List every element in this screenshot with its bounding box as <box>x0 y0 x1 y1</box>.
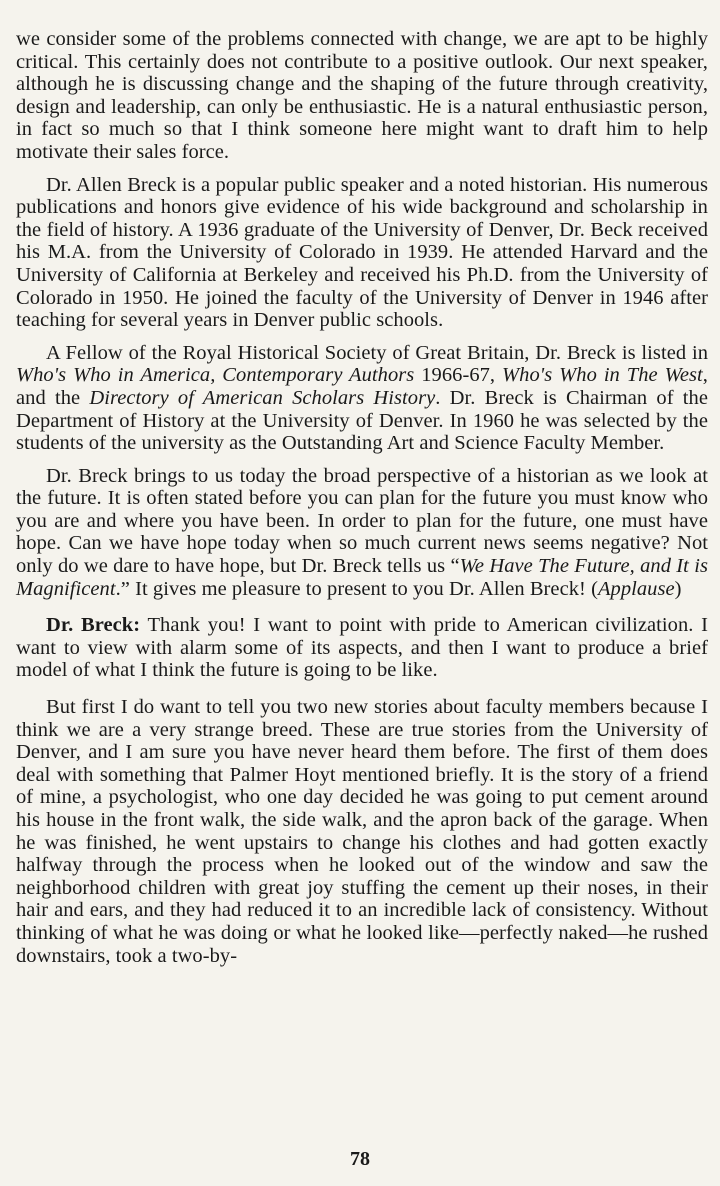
text-run: A Fellow of the Royal Historical Society of Great Britain, Dr. Breck is listed in <box>46 341 708 364</box>
text-run: . Dr. Breck is Chairman of the Department of History at the University of Denver. In 1960 he was selected by the students of the university as the Outstanding Art and Science Faculty Member. <box>16 386 708 455</box>
paragraph-speech-opening <box>16 614 708 682</box>
text-run: 1966-67, <box>414 364 503 387</box>
paragraph-fellowship <box>16 342 708 455</box>
paragraph-faculty-story: But first I do want to tell you two new stories about faculty members because I think we are a very strange breed. These are true stories from the University of Denver, and I am sure you have never heard them before. The first of them does deal with something that Palmer Hoyt mentioned briefly. It is the story of a friend of mine, a psychologist, who one day decided he was going to put cement around his house in the front walk, the side walk, and the apron back of the garage. When he was finished, he went upstairs to change his clothes and had gotten exactly halfway through the process when he looked out of the window and saw the neighborhood children with great joy stuffing the cement up their noses, in their hair and ears, and they had reduced it to an incredible lack of consistency. Without thinking of what he was doing or what he looked like—perfectly naked—he rushed downstairs, took a two-by- <box>16 696 708 967</box>
publication-title: Directory of American Scholars History <box>89 386 436 409</box>
publication-title: Who's Who in The West <box>502 364 703 387</box>
paragraph-speaker-bio: Dr. Allen Breck is a popular public speaker and a noted historian. His numerous publications and honors give evidence of his wide background and scholarship in the field of history. A 1936 graduate of the University of Denver, Dr. Beck received his M.A. from the University of Colorado in 1939. He attended Harvard and the University of California at Berkeley and received his Ph.D. from the University of Colorado in 1950. He joined the faculty of the University of Denver in 1946 after teaching for several years in Denver public schools. <box>16 173 708 332</box>
text-run: Dr. Breck brings to us today the broad perspective of a historian as we look at the future. It is often stated before you can plan for the future you must know who you are and where you have been. In order to plan for the future, one must have hope. Can we have hope today when so much current news seems negative? Not only do we dare to have hope, but Dr. Breck tells us “ <box>16 464 708 578</box>
page-number: 78 <box>350 1148 370 1170</box>
speech-title: We Have The Future, and It is Magnificent <box>16 555 709 600</box>
paragraph-introduction <box>16 465 708 601</box>
document-page <box>16 28 708 967</box>
text-run: ) <box>674 577 682 600</box>
text-run: Thank you! I want to point with pride to American civilization. I want to view with alarm some of its aspects, and then I want to produce a brief model of what I think the future is going to be like. <box>16 614 708 682</box>
speaker-label: Dr. Breck: <box>46 614 141 637</box>
stage-direction: Applause <box>597 577 675 600</box>
paragraph-intro-continued: we consider some of the problems connected with change, we are apt to be highly critical. This certainly does not contribute to a positive outlook. Our next speaker, although he is discussing change and the shaping of the future through creativity, design and leadership, can only be enthusiastic. He is a natural enthusiastic person, in fact so much so that I think someone here might want to draft him to help motivate their sales force. <box>16 28 708 163</box>
publication-title: Who's Who in America, Contemporary Authors <box>16 364 415 387</box>
text-run: , and the <box>16 364 708 409</box>
text-run: .” It gives me pleasure to present to you Dr. Allen Breck! ( <box>115 577 598 600</box>
